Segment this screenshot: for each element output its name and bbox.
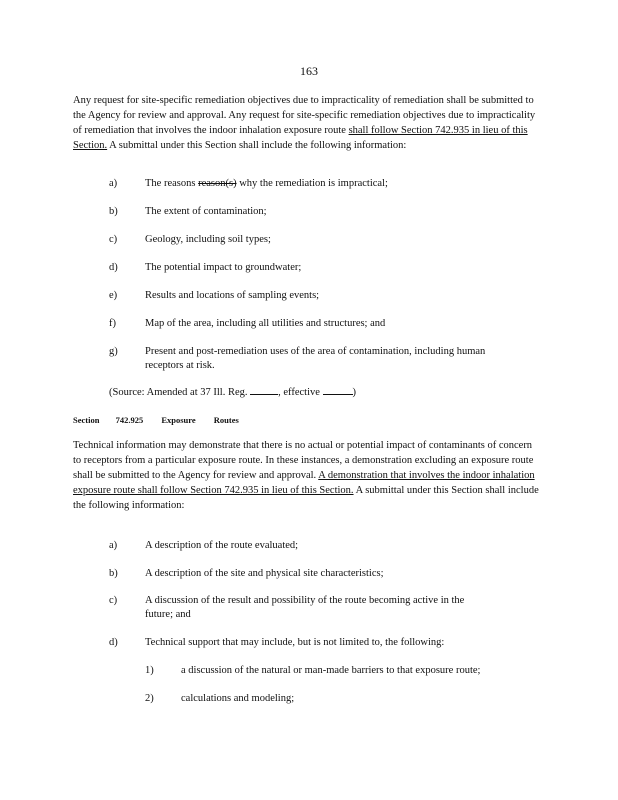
list-text: The extent of contamination; [145, 206, 267, 217]
list-text: A description of the route evaluated; [145, 540, 299, 551]
list-label: g) [109, 346, 118, 357]
list-label: 1) [145, 665, 154, 676]
list-label: d) [109, 637, 118, 648]
section-title-word: Exposure [161, 415, 196, 425]
list-text: A description of the site and physical site characteristics; [145, 568, 384, 579]
paragraph-text: A submittal under this Section shall include the following information: [107, 140, 407, 151]
page-number: 163 [300, 64, 318, 78]
blank-line [323, 385, 353, 395]
list-label: b) [109, 568, 118, 579]
source-note: (Source: Amended at 37 Ill. Reg. , effective ) [109, 387, 357, 398]
list-text-line: Present and post-remediation uses of the area of contamination, including human [145, 346, 486, 357]
paragraph-text: Any request for site-specific remediation objectives due to impracticality of remediation shall be submitted to the Agency for review and approval. Any request for site-specific remediation objectives due to impracticality of remediation that involves the indoor inhalation exposure route [73, 95, 536, 136]
list-text: Results and locations of sampling events; [145, 290, 320, 301]
list-item [109, 594, 549, 622]
blank-line [250, 385, 278, 395]
list-text: Technical support that may include, but is not limited to, the following: [145, 637, 445, 648]
list-label: c) [109, 234, 118, 245]
list-text: The reasons reason(s) why the remediation is impractical; [145, 178, 388, 189]
underlined-insertion: A demonstration that involves the indoor inhalation exposure route shall follow Section 742.935 in lieu of this Section. [73, 470, 535, 496]
list-label: f) [109, 318, 116, 329]
paragraph-technical-information [73, 438, 541, 513]
list-text: a discussion of the natural or man-made barriers to that exposure route; [181, 665, 481, 676]
list-text: calculations and modeling; [181, 693, 295, 704]
list-label: b) [109, 206, 118, 217]
list-text: Map of the area, including all utilities and structures; and [145, 318, 386, 329]
underlined-insertion: shall follow Section 742.935 in lieu of this Section. [73, 125, 528, 151]
list-label: c) [109, 595, 118, 606]
paragraph-text: A submittal under this Section shall include the following information: [73, 485, 539, 511]
list-label: 2) [145, 693, 154, 704]
list-text-line: receptors at risk. [145, 359, 215, 371]
list-label: d) [109, 262, 118, 273]
paragraph-impracticality [73, 93, 541, 153]
strikethrough-deletion: reason(s) [198, 178, 237, 189]
section-number: 742.925 [115, 415, 144, 425]
list-text-line: A discussion of the result and possibility of the route becoming active in the [145, 595, 465, 606]
list-label: e) [109, 290, 118, 301]
list-item [109, 345, 549, 373]
section-word: Section [73, 415, 100, 425]
list-text: The potential impact to groundwater; [145, 262, 302, 273]
section-heading [73, 415, 239, 425]
list-text: Geology, including soil types; [145, 234, 271, 245]
list-text-line: future; and [145, 608, 191, 620]
section-title-word: Routes [213, 415, 239, 425]
list-label: a) [109, 540, 118, 551]
list-label: a) [109, 178, 118, 189]
paragraph-text: Technical information may demonstrate that there is no actual or potential impact of contaminants of concern to receptors from a particular exposure route. In these instances, a demonstration excluding an exposure route shall be submitted to the Agency for review and approval. [73, 440, 534, 481]
